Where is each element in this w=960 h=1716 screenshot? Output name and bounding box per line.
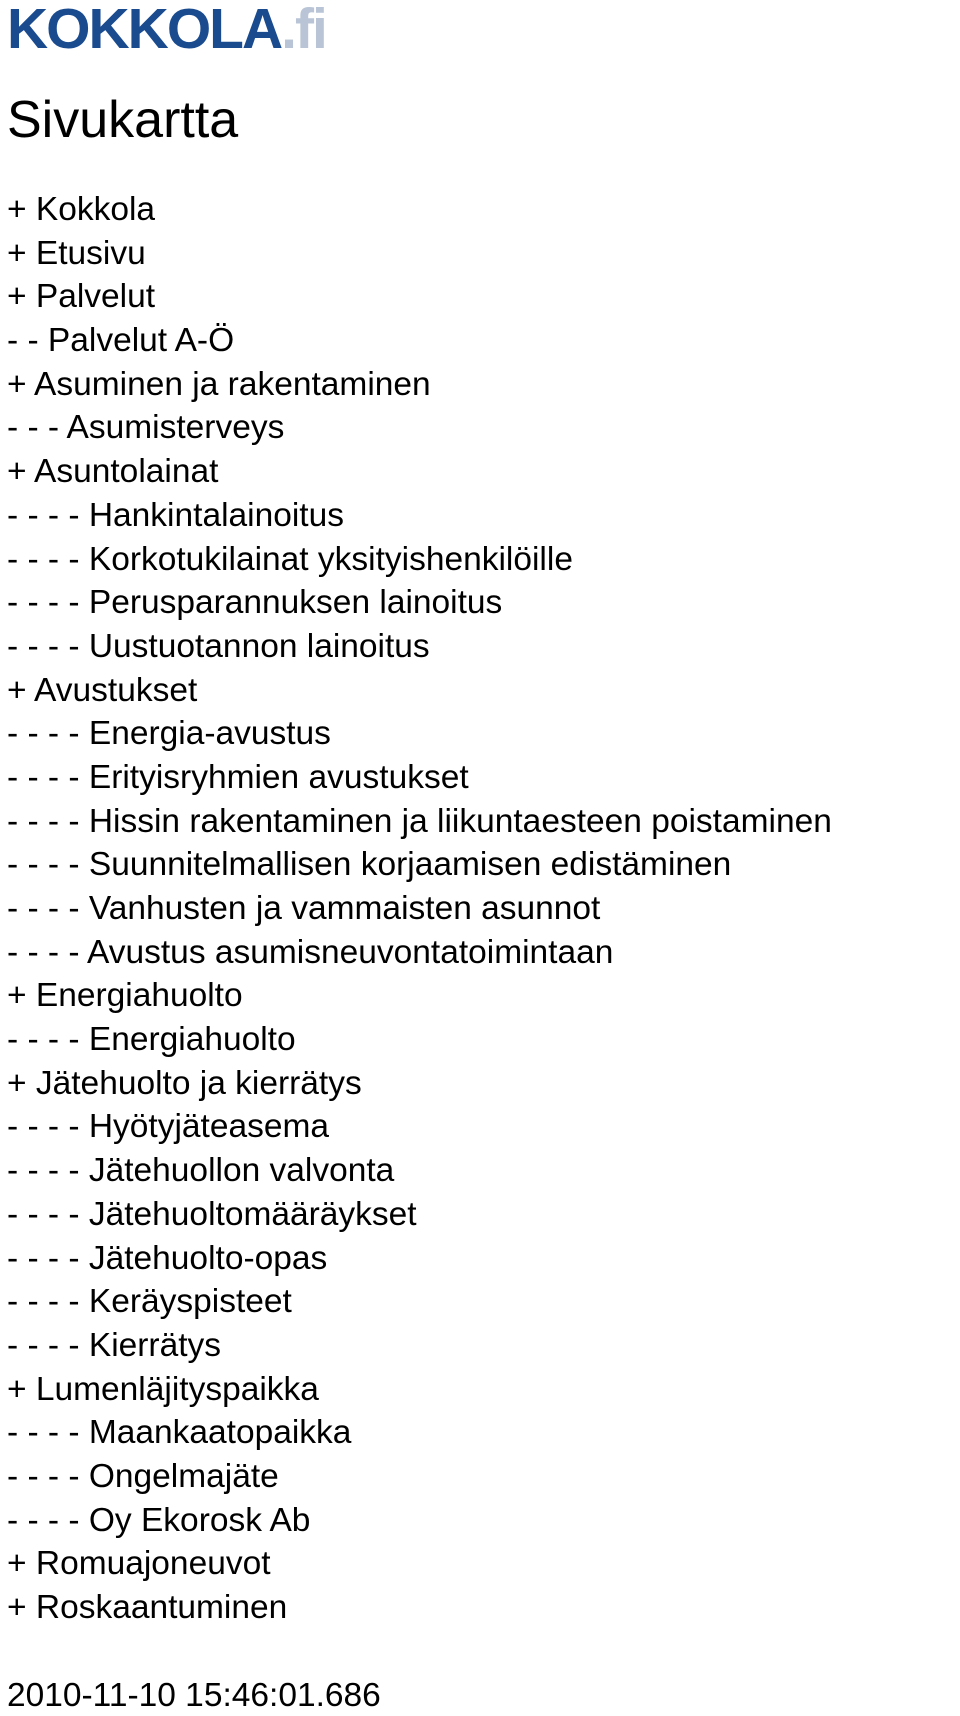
sitemap-item[interactable]: - - Palvelut A-Ö bbox=[7, 322, 235, 360]
sitemap-item[interactable]: - - - - Oy Ekorosk Ab bbox=[7, 1501, 311, 1539]
sitemap-item[interactable]: - - - - Erityisryhmien avustukset bbox=[7, 758, 469, 796]
sitemap-item[interactable]: - - - Asumisterveys bbox=[7, 409, 285, 447]
sitemap-item[interactable]: + Jätehuolto ja kierrätys bbox=[7, 1064, 362, 1102]
sitemap-item[interactable]: + Energiahuolto bbox=[7, 977, 243, 1015]
sitemap-item[interactable]: - - - - Kierrätys bbox=[7, 1326, 222, 1364]
sitemap-item[interactable]: - - - - Suunnitelmallisen korjaamisen edistäminen bbox=[7, 846, 732, 884]
logo-main-text: KOKKOLA bbox=[7, 0, 282, 61]
sitemap-item[interactable]: + Romuajoneuvot bbox=[7, 1545, 271, 1583]
sitemap-item[interactable]: - - - - Jätehuollon valvonta bbox=[7, 1152, 395, 1190]
sitemap-item[interactable]: - - - - Jätehuoltomääräykset bbox=[7, 1195, 417, 1233]
sitemap-item[interactable]: + Etusivu bbox=[7, 234, 146, 272]
page-title: Sivukartta bbox=[7, 91, 239, 149]
sitemap-item[interactable]: - - - - Jätehuolto-opas bbox=[7, 1239, 328, 1277]
sitemap-list bbox=[7, 188, 832, 1630]
sitemap-item[interactable]: + Kokkola bbox=[7, 191, 156, 228]
sitemap-item[interactable]: - - - - Korkotukilainat yksityishenkilöille bbox=[7, 540, 573, 578]
sitemap-item[interactable]: + Asuntolainat bbox=[7, 453, 219, 491]
sitemap-item[interactable]: + Palvelut bbox=[7, 278, 156, 316]
sitemap-item[interactable]: - - - - Perusparannuksen lainoitus bbox=[7, 584, 503, 622]
logo-tld-text: .fi bbox=[281, 0, 326, 61]
sitemap-item[interactable]: + Avustukset bbox=[7, 671, 198, 709]
sitemap-item[interactable]: - - - - Energiahuolto bbox=[7, 1021, 296, 1059]
sitemap-item[interactable]: - - - - Uustuotannon lainoitus bbox=[7, 627, 430, 665]
sitemap-item[interactable]: - - - - Energia-avustus bbox=[7, 715, 331, 753]
sitemap-item[interactable]: - - - - Hyötyjäteasema bbox=[7, 1108, 330, 1146]
sitemap-item[interactable]: - - - - Maankaatopaikka bbox=[7, 1414, 352, 1452]
kokkola-logo[interactable] bbox=[7, 0, 326, 61]
sitemap-item[interactable]: - - - - Ongelmajäte bbox=[7, 1457, 279, 1495]
sitemap-item[interactable]: + Asuminen ja rakentaminen bbox=[7, 365, 431, 403]
sitemap-item[interactable]: + Lumenläjityspaikka bbox=[7, 1370, 319, 1408]
sitemap-item[interactable]: - - - - Hissin rakentaminen ja liikuntaesteen poistaminen bbox=[7, 802, 832, 840]
sitemap-item[interactable]: - - - - Hankintalainoitus bbox=[7, 496, 344, 534]
sitemap-item[interactable]: - - - - Keräyspisteet bbox=[7, 1283, 292, 1321]
sitemap-item[interactable]: - - - - Avustus asumisneuvontatoimintaan bbox=[7, 933, 614, 971]
timestamp: 2010-11-10 15:46:01.686 bbox=[7, 1677, 381, 1714]
sitemap-item[interactable]: - - - - Vanhusten ja vammaisten asunnot bbox=[7, 890, 601, 927]
sitemap-item[interactable]: + Roskaantuminen bbox=[7, 1589, 288, 1626]
